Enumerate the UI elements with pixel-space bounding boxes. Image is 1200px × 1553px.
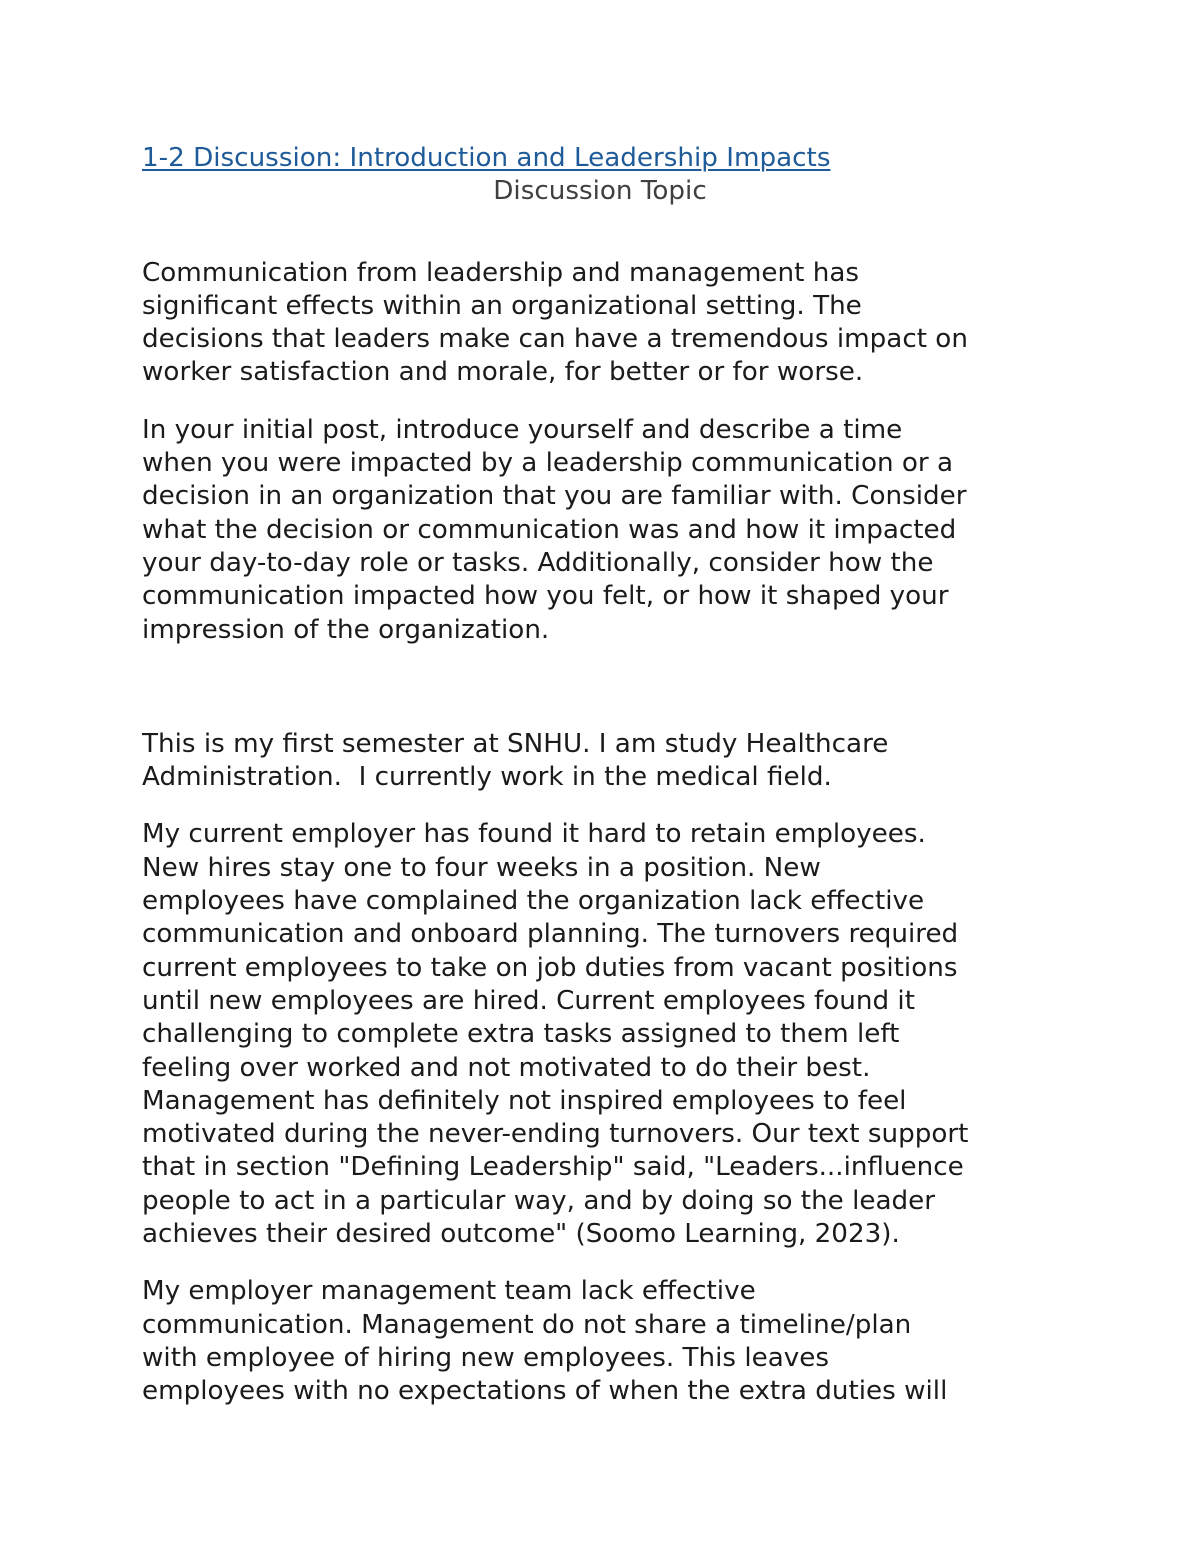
text-line: achieves their desired outcome" (Soomo Learning, 2023). (142, 1219, 900, 1250)
text-line: Administration. I currently work in the medical field. (142, 762, 832, 793)
text-line: decisions that leaders make can have a tremendous impact on (142, 324, 968, 355)
text-line: people to act in a particular way, and by doing so the leader (142, 1185, 936, 1216)
text-line: employees have complained the organization lack effective (142, 886, 925, 917)
text-line: My current employer has found it hard to retain employees. (142, 819, 926, 850)
text-line: employees with no expectations of when the extra duties will (142, 1376, 948, 1407)
text-line: communication and onboard planning. The turnovers required (142, 919, 959, 950)
discussion-title-link[interactable]: 1-2 Discussion: Introduction and Leadership Impacts (142, 143, 831, 173)
response-paragraph-1 (142, 728, 1082, 795)
text-line: communication. Management do not share a timeline/plan (142, 1309, 912, 1340)
text-line: communication impacted how you felt, or how it shaped your (142, 581, 949, 612)
text-line: My employer management team lack effective (142, 1276, 756, 1307)
section-spacer (142, 671, 1082, 728)
text-line: challenging to complete extra tasks assigned to them left (142, 1019, 900, 1050)
topic-paragraph-1 (142, 257, 1082, 390)
text-line: decision in an organization that you are familiar with. Consider (142, 481, 967, 512)
text-line: Communication from leadership and management has (142, 257, 860, 288)
text-line: significant effects within an organizational setting. The (142, 290, 862, 321)
text-line: This is my first semester at SNHU. I am study Healthcare (142, 728, 889, 759)
text-line: that in section "Defining Leadership" said, "Leaders...influence (142, 1152, 964, 1183)
text-line: until new employees are hired. Current employees found it (142, 985, 915, 1016)
text-line: with employee of hiring new employees. This leaves (142, 1342, 830, 1373)
response-paragraph-2 (142, 818, 1082, 1251)
text-line: when you were impacted by a leadership communication or a (142, 448, 954, 479)
text-line: your day-to-day role or tasks. Additionally, consider how the (142, 547, 934, 578)
text-line: current employees to take on job duties from vacant positions (142, 952, 958, 983)
response-paragraph-3 (142, 1275, 1082, 1408)
text-line: New hires stay one to four weeks in a position. New (142, 852, 821, 883)
document-body (142, 142, 1082, 1433)
topic-paragraph-2 (142, 414, 1082, 647)
text-line: impression of the organization. (142, 614, 550, 645)
text-line: Management has definitely not inspired employees to feel (142, 1085, 907, 1116)
text-line: what the decision or communication was and how it impacted (142, 514, 957, 545)
text-line: worker satisfaction and morale, for better or for worse. (142, 357, 864, 388)
text-line: feeling over worked and not motivated to do their best. (142, 1052, 871, 1083)
discussion-topic-heading: Discussion Topic (493, 176, 707, 207)
text-line: motivated during the never-ending turnovers. Our text support (142, 1119, 969, 1150)
text-line: In your initial post, introduce yourself and describe a time (142, 414, 903, 445)
